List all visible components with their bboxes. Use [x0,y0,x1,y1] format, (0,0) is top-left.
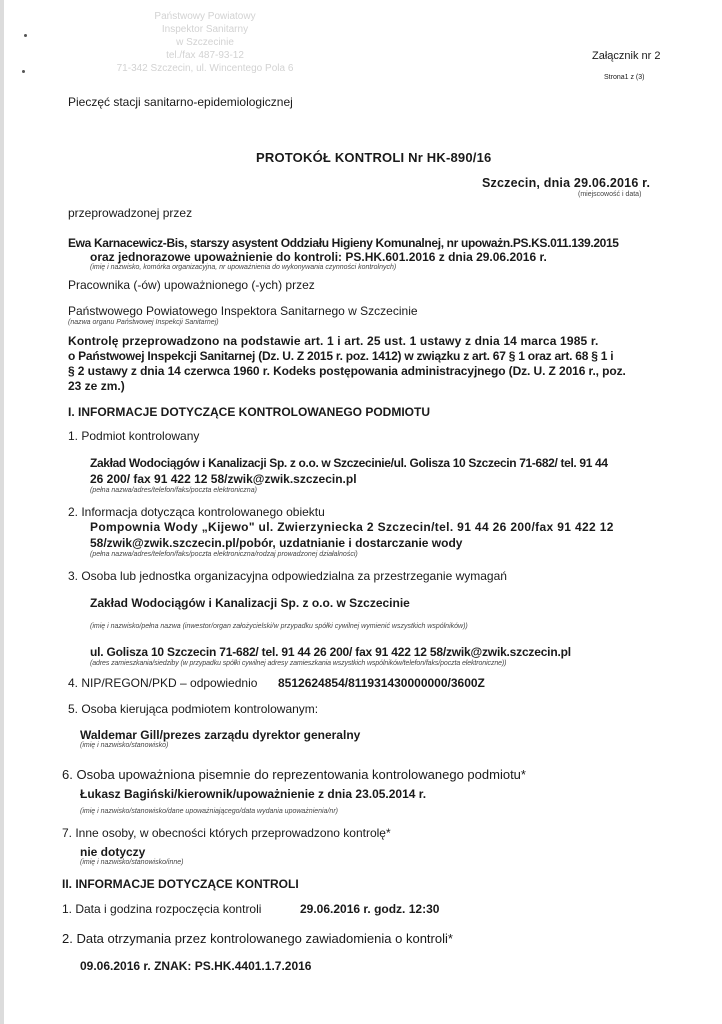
item-1-value-line-2: 26 200/ fax 91 422 12 58/zwik@zwik.szczecin.pl [90,472,357,486]
scan-dot [22,70,25,73]
item-6-label: 6. Osoba upoważniona pisemnie do reprezentowania kontrolowanego podmiotu* [62,767,526,782]
scan-edge [0,0,4,1024]
notice-received-value: 09.06.2016 r. ZNAK: PS.HK.4401.1.7.2016 [80,959,312,973]
place-date-caption: (miejscowość i data) [578,191,642,198]
legal-basis-line-2: o Państwowej Inspekcji Sanitarnej (Dz. U. Z 2015 r. poz. 1412) w związku z art. 67 § 1 oraz art. 68 § 1 i [68,349,614,363]
authority-caption: (nazwa organu Państwowej Inspekcji Sanitarnej) [68,319,219,326]
authority-name: Państwowego Powiatowego Inspektora Sanitarnego w Szczecinie [68,304,418,318]
inspector-caption: (imię i nazwisko, komórka organizacyjna, nr upoważnienia do wykonywania czynności kontrolnych) [90,264,397,271]
document-title: PROTOKÓŁ KONTROLI Nr HK-890/16 [256,150,492,165]
item-6-value: Łukasz Bagiński/kierownik/upoważnienie z dnia 23.05.2014 r. [80,787,427,801]
item-1-label: 1. Podmiot kontrolowany [68,429,200,443]
stamp-caption: Pieczęć stacji sanitarno-epidemiologicznej [68,95,293,109]
stamp-line: 71-342 Szczecin, ul. Wincentego Pola 6 [116,63,294,74]
stamp-line: Inspektor Sanitarny [161,24,249,35]
item-1-value-line-1: Zakład Wodociągów i Kanalizacji Sp. z o.o. w Szczecinie/ul. Golisza 10 Szczecin 71-682/ tel. 91 44 [90,456,608,470]
section-2-heading: II. INFORMACJE DOTYCZĄCE KONTROLI [62,877,299,891]
attachment-label: Załącznik nr 2 [592,50,661,62]
page-number: Strona1 z (3) [604,74,645,81]
legal-basis-line-3: § 2 ustawy z dnia 14 czerwca 1960 r. Kodeks postępowania administracyjnego (Dz. U. Z 2016 r., poz. [68,364,626,378]
item-2-value-line-1: Pompownia Wody „Kijewo" ul. Zwierzyniecka 2 Szczecin/tel. 91 44 26 200/fax 91 422 12 [90,520,614,534]
notice-received-label: 2. Data otrzymania przez kontrolowanego zawiadomienia o kontroli* [62,931,453,946]
item-3-caption-2: (adres zamieszkania/siedziby (w przypadku spółki cywilnej adresy zamieszkania wszystkich wspólników/telefon/faks/poczta elektroniczne)) [90,660,507,667]
scan-dot [24,34,27,37]
control-start-value: 29.06.2016 r. godz. 12:30 [300,902,440,916]
item-2-label: 2. Informacja dotycząca kontrolowanego obiektu [68,505,325,519]
item-3-caption-1: (imię i nazwisko/pełna nazwa (inwestor/organ założycielski/w przypadku spółki cywilnej wymienić wszystkich wspólników)) [90,623,468,630]
control-start-label: 1. Data i godzina rozpoczęcia kontroli [62,902,262,916]
stamp-line: w Szczecinie [176,37,234,48]
stamp-line: Państwowy Powiatowy [154,11,256,22]
legal-basis-line-4: 23 ze zm.) [68,379,125,393]
item-4-value: 8512624854/811931430000000/3600Z [278,676,485,690]
item-1-caption: (pełna nazwa/adres/telefon/faks/poczta elektroniczna) [90,487,257,494]
item-4-label: 4. NIP/REGON/PKD – odpowiednio [68,676,258,690]
item-5-value: Waldemar Gill/prezes zarządu dyrektor generalny [80,728,361,742]
section-1-heading: I. INFORMACJE DOTYCZĄCE KONTROLOWANEGO PODMIOTU [68,405,430,419]
legal-basis-line-1: Kontrolę przeprowadzono na podstawie art. 1 i art. 25 ust. 1 ustawy z dnia 14 marca 1985 r. [68,334,599,348]
item-7-label: 7. Inne osoby, w obecności których przeprowadzono kontrolę* [62,826,391,840]
inspector-line-2: oraz jednorazowe upoważnienie do kontroli: PS.HK.601.2016 z dnia 29.06.2016 r. [90,250,547,264]
item-2-caption: (pełna nazwa/adres/telefon/faks/poczta elektroniczna/rodzaj prowadzonej działalności) [90,551,358,558]
item-2-value-line-2: 58/zwik@zwik.szczecin.pl/pobór, uzdatnianie i dostarczanie wody [90,536,463,550]
item-3-value-line-2: ul. Golisza 10 Szczecin 71-682/ tel. 91 44 26 200/ fax 91 422 12 58/zwik@zwik.szczecin.pl [90,645,571,659]
employee-label: Pracownika (-ów) upoważnionego (-ych) przez [68,278,315,292]
item-7-caption: (imię i nazwisko/stanowisko/inne) [80,859,184,866]
item-5-caption: (imię i nazwisko/stanowisko) [80,742,169,749]
inspector-line-1: Ewa Karnacewicz-Bis, starszy asystent Oddziału Higieny Komunalnej, nr upoważn.PS.KS.011.139.2015 [68,236,619,250]
place-date: Szczecin, dnia 29.06.2016 r. [482,176,651,190]
stamp-line: tel./fax 487-93-12 [166,50,244,61]
conducted-by-label: przeprowadzonej przez [68,206,193,220]
item-5-label: 5. Osoba kierująca podmiotem kontrolowanym: [68,702,319,716]
item-7-value: nie dotyczy [80,845,146,859]
item-6-caption: (imię i nazwisko/stanowisko/dane upoważniającego/data wydania upoważnienia/nr) [80,808,338,815]
item-3-label: 3. Osoba lub jednostka organizacyjna odpowiedzialna za przestrzeganie wymagań [68,569,507,583]
item-3-value-line-1: Zakład Wodociągów i Kanalizacji Sp. z o.o. w Szczecinie [90,596,410,610]
institution-stamp [90,10,320,90]
